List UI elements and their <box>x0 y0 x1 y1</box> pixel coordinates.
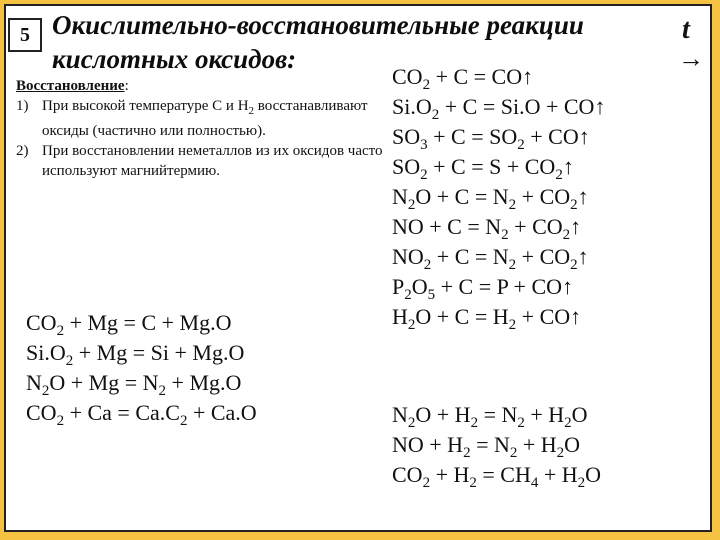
equation-text: P <box>392 274 405 299</box>
equation-text: O + C = N <box>415 184 509 209</box>
equation-text: + Ca.O <box>187 400 257 425</box>
equation-text: NO <box>392 244 424 269</box>
list-item <box>16 96 392 141</box>
subscript: 2 <box>158 383 167 399</box>
equation-text: + CO <box>516 184 571 209</box>
subscript: 2 <box>508 257 517 273</box>
subscript: 2 <box>469 475 477 491</box>
subscript: 2 <box>65 353 74 369</box>
item-text: При высокой температуре С и Н <box>42 98 249 114</box>
equation <box>392 62 605 92</box>
subscript: 2 <box>463 445 471 461</box>
reduction-heading: Восстановление <box>16 78 125 94</box>
equation-text: + C = S + CO <box>427 154 556 179</box>
subscript: 2 <box>570 197 578 213</box>
title-line-1: Окислительно-восстановительные реакции <box>52 10 584 40</box>
subscript: 4 <box>530 475 539 491</box>
equation-text: + CO <box>508 214 563 239</box>
equation-text: + C = P + CO <box>435 274 563 299</box>
subscript: 2 <box>556 445 565 461</box>
equation-text: + H <box>538 462 578 487</box>
subscript: 2 <box>423 257 432 273</box>
subscript: 2 <box>517 137 525 153</box>
hydrogen-reduction-equations <box>392 400 601 490</box>
equation-text: + Mg = C + Mg.O <box>64 310 232 335</box>
equation <box>26 398 257 428</box>
equation-text: + C = Si.O + CO <box>439 94 595 119</box>
arrow-icon: → <box>678 44 704 73</box>
equation-text: + C = CO <box>430 64 523 89</box>
equation-text: + CO <box>524 124 579 149</box>
equation-text: O <box>411 274 428 299</box>
gas-arrow-icon: ↑ <box>594 94 606 119</box>
magnesiothermy-equations <box>26 308 257 428</box>
equation <box>392 272 605 302</box>
list-item <box>16 141 392 181</box>
equation <box>26 338 257 368</box>
equation-text: + H <box>430 462 470 487</box>
equation-text: SO <box>392 124 421 149</box>
equation <box>392 242 605 272</box>
equation <box>392 182 605 212</box>
equation-text: O + C = H <box>415 304 509 329</box>
equation-text: SO <box>392 154 421 179</box>
equation-text: + H <box>517 432 557 457</box>
equation-text: NO + H <box>392 432 464 457</box>
equation-text: + Mg = Si + Mg.O <box>73 340 245 365</box>
subscript: 2 <box>422 475 431 491</box>
equation-text: + Mg.O <box>166 370 242 395</box>
equation <box>392 302 605 332</box>
subscript: 2 <box>555 167 563 183</box>
subscript: 2 <box>179 413 188 429</box>
heading-colon: : <box>124 78 129 94</box>
subscript: 2 <box>407 415 416 431</box>
equation-text: O <box>571 402 588 427</box>
equation-text: CO <box>26 310 57 335</box>
equation-text: O + H <box>415 402 471 427</box>
gas-arrow-icon: ↑ <box>577 244 589 269</box>
item-text-cont: восстанавливают оксиды (частично или полностью). <box>42 98 368 139</box>
equation-text: CO <box>392 462 423 487</box>
equation-text: O <box>585 462 602 487</box>
gas-arrow-icon: ↑ <box>570 304 582 329</box>
carbon-reduction-equations <box>392 62 605 332</box>
equation <box>392 430 601 460</box>
equation-text: N <box>26 370 42 395</box>
equation-text: Si.O <box>26 340 66 365</box>
equation-text: + C = N <box>431 244 509 269</box>
gas-arrow-icon: ↑ <box>562 154 574 179</box>
subscript: 2 <box>422 77 431 93</box>
gas-arrow-icon: ↑ <box>577 184 589 209</box>
item-text: При восстановлении неметаллов из их оксидов часто используют магнийтермию. <box>42 143 383 179</box>
equation <box>392 122 605 152</box>
subscript: 2 <box>404 287 412 303</box>
slide-number: 5 <box>8 18 42 52</box>
temperature-t-icon: t <box>682 14 690 45</box>
subscript: 2 <box>564 415 572 431</box>
item-subscript: 2 <box>248 105 255 117</box>
gas-arrow-icon: ↑ <box>522 64 534 89</box>
subscript: 2 <box>509 445 518 461</box>
equation-text: = N <box>470 432 510 457</box>
equation-text: + Ca = Ca.C <box>64 400 180 425</box>
subscript: 2 <box>56 413 65 429</box>
equation <box>392 92 605 122</box>
subscript: 2 <box>517 415 525 431</box>
subscript: 2 <box>501 227 509 243</box>
subscript: 2 <box>431 107 440 123</box>
equation <box>392 400 601 430</box>
equation-text: + C = SO <box>427 124 518 149</box>
item-number: 2) <box>16 143 29 159</box>
equation-text: + CO <box>516 244 571 269</box>
subscript: 2 <box>407 197 416 213</box>
gas-arrow-icon: ↑ <box>570 214 582 239</box>
equation-text: + CO <box>516 304 571 329</box>
equation <box>26 368 257 398</box>
equation-text: O <box>564 432 581 457</box>
slide <box>4 4 712 532</box>
equation <box>392 460 601 490</box>
subscript: 2 <box>41 383 50 399</box>
equation <box>392 212 605 242</box>
subscript: 5 <box>427 287 436 303</box>
subscript: 3 <box>420 137 428 153</box>
reduction-description <box>16 76 392 181</box>
gas-arrow-icon: ↑ <box>562 274 574 299</box>
equation-text: CO <box>392 64 423 89</box>
gas-arrow-icon: ↑ <box>578 124 590 149</box>
equation-text: = CH <box>476 462 531 487</box>
equation-text: NO + C = N <box>392 214 502 239</box>
equation-text: = N <box>478 402 518 427</box>
subscript: 2 <box>570 257 578 273</box>
equation-text: Si.O <box>392 94 432 119</box>
subscript: 2 <box>470 415 479 431</box>
equation-text: H <box>392 304 408 329</box>
subscript: 2 <box>508 317 517 333</box>
subscript: 2 <box>577 475 586 491</box>
item-number: 1) <box>16 98 29 114</box>
reduction-heading-row <box>16 76 392 96</box>
equation-text: N <box>392 184 408 209</box>
subscript: 2 <box>508 197 517 213</box>
equation <box>392 152 605 182</box>
title-line-2: кислотных оксидов: <box>52 44 297 74</box>
subscript: 2 <box>407 317 416 333</box>
subscript: 2 <box>56 323 65 339</box>
equation-text: O + Mg = N <box>49 370 159 395</box>
subscript: 2 <box>562 227 571 243</box>
equation-text: N <box>392 402 408 427</box>
equation <box>26 308 257 338</box>
equation-text: CO <box>26 400 57 425</box>
subscript: 2 <box>420 167 428 183</box>
equation-text: + H <box>524 402 565 427</box>
